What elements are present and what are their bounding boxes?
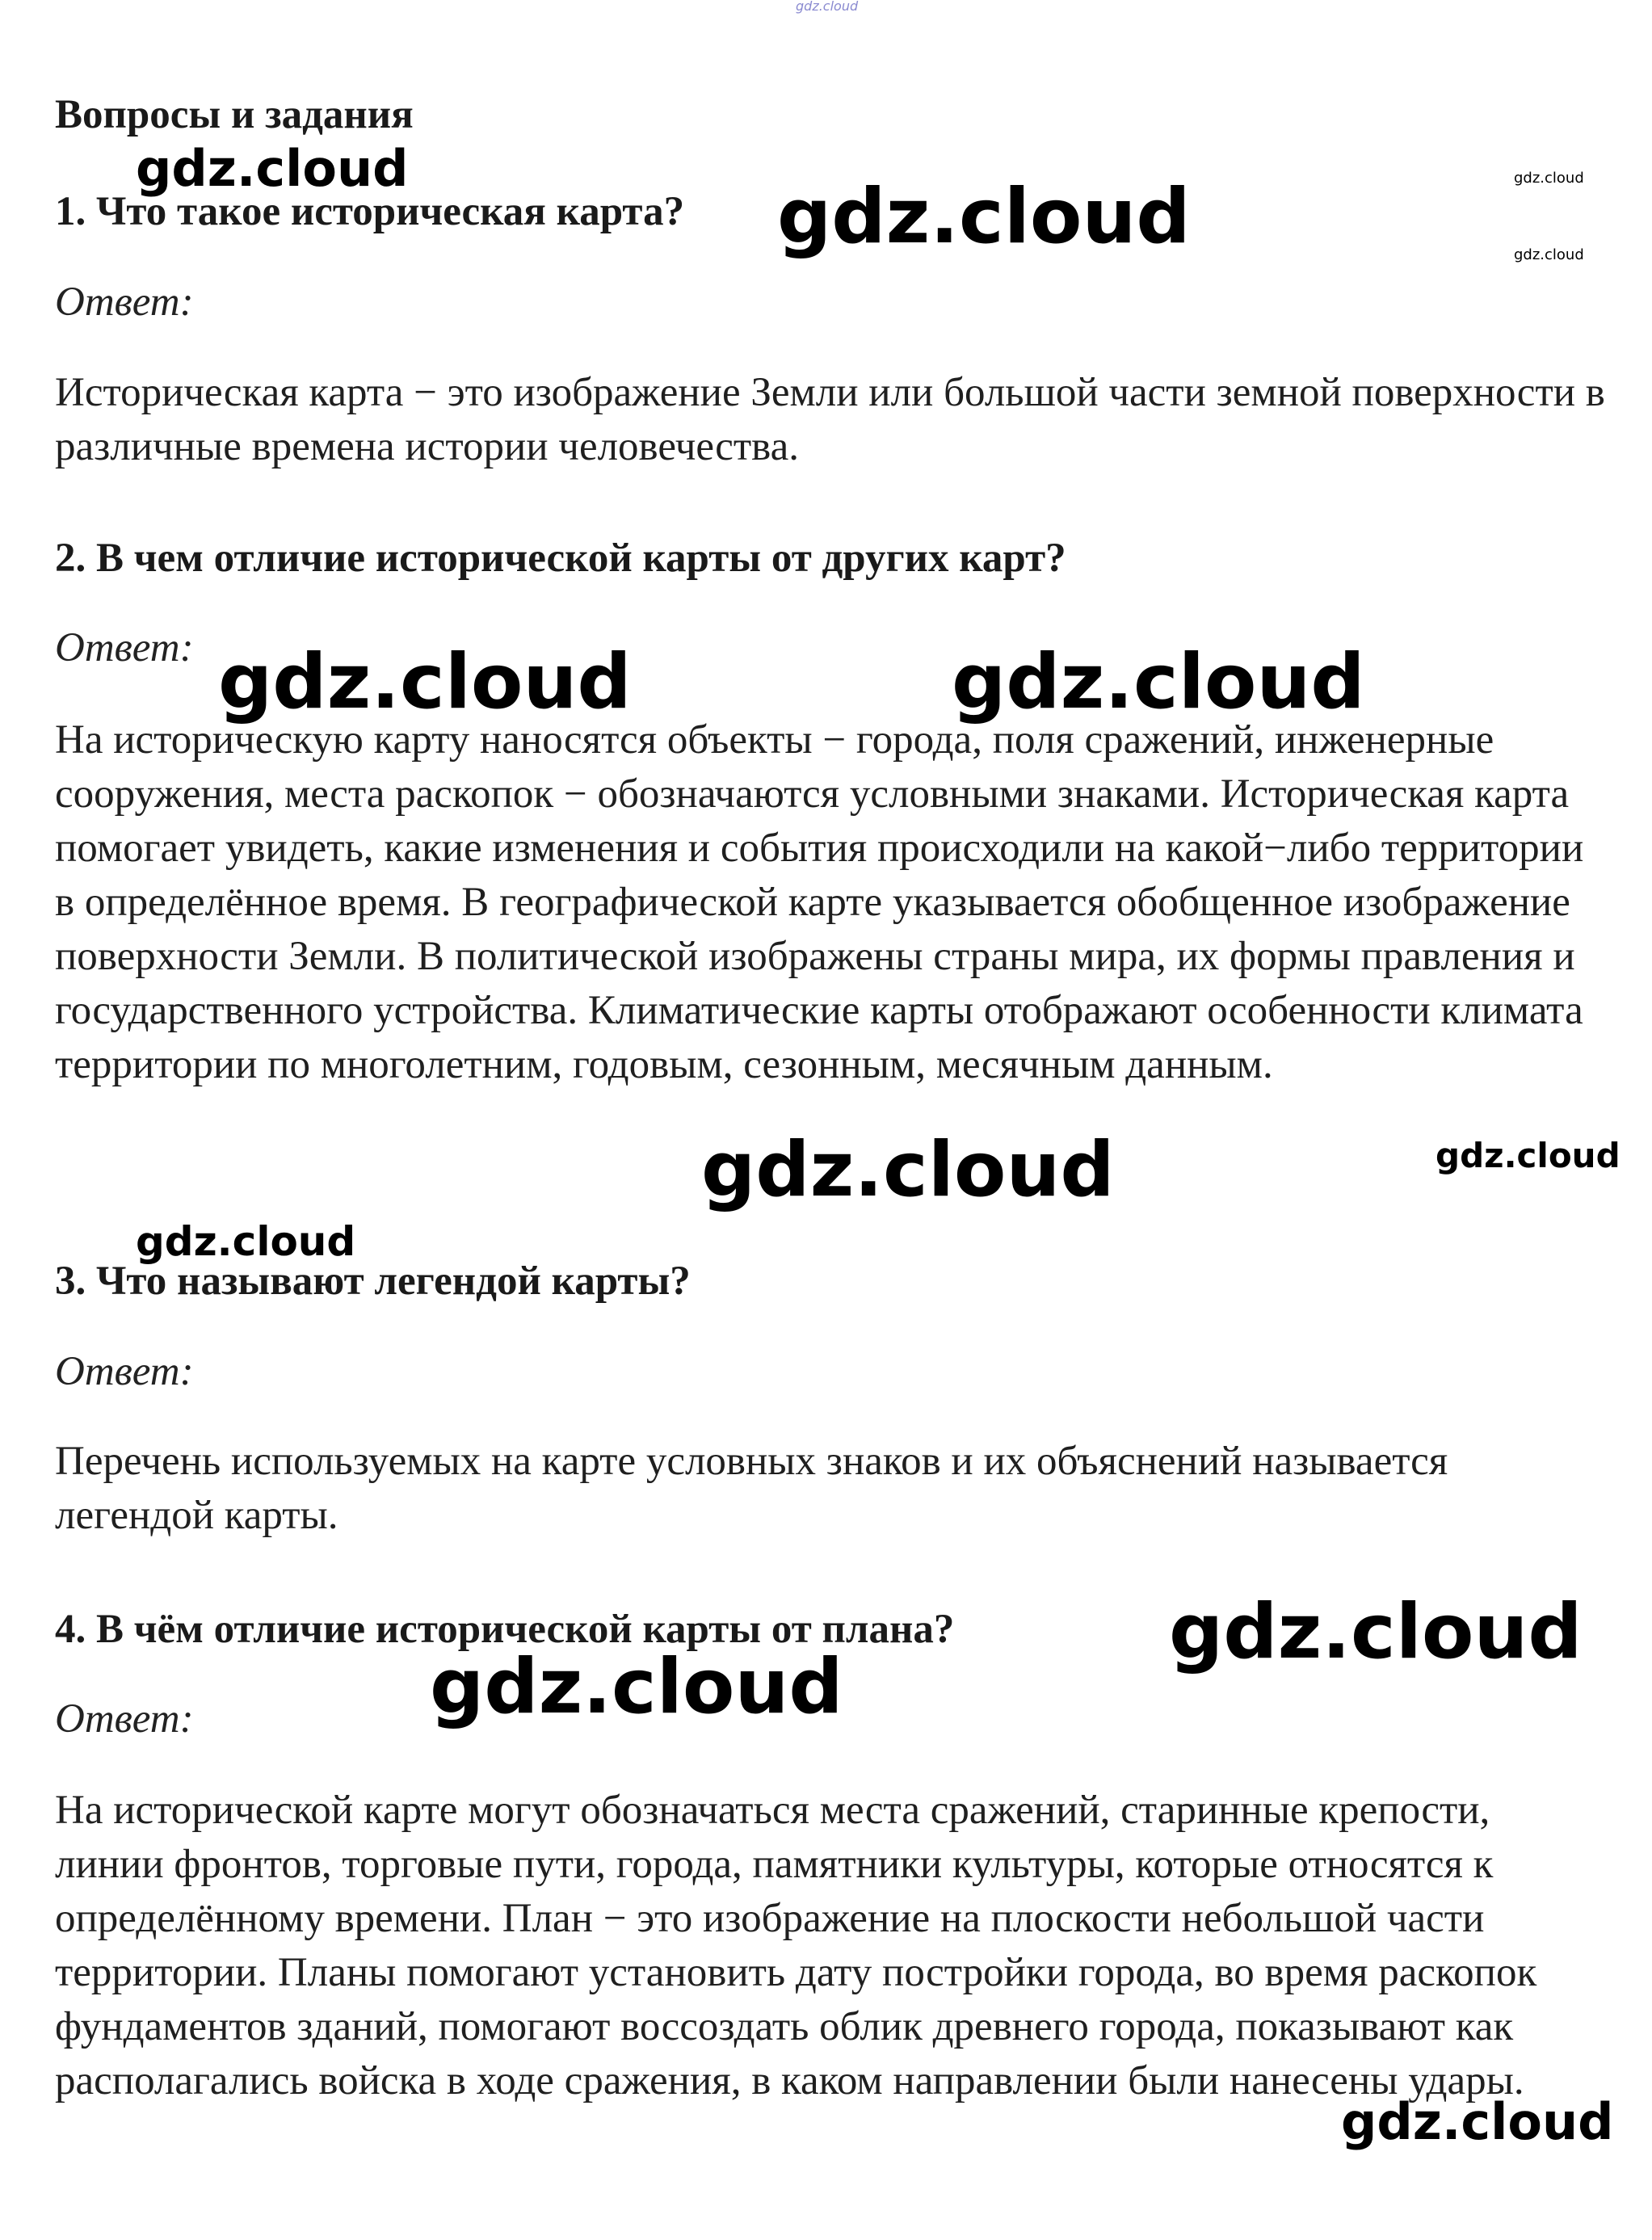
watermark-11: gdz.cloud	[430, 1643, 843, 1731]
answer-label-2: Ответ:	[55, 625, 194, 670]
watermark-9: gdz.cloud	[136, 1218, 356, 1265]
watermark-10: gdz.cloud	[1169, 1588, 1583, 1676]
answer-label-3: Ответ:	[55, 1349, 194, 1394]
watermark-12: gdz.cloud	[1341, 2092, 1614, 2151]
watermark-4: gdz.cloud	[1514, 246, 1584, 263]
answer-text-3: Перечень используемых на карте условных знаков и их объяснений называется легендой карты.	[55, 1439, 1448, 1538]
watermark-top: gdz.cloud	[796, 0, 859, 14]
answer-text-4: На исторической карте могут обозначаться места сражений, старинные крепости, линии фронтов, торговые пути, города, памятники культуры, которые относятся к определённому времени. План − это изображение на плоскости небольшой части территории. Планы помогают установить дату постройки города, во время раскопок фундаментов зданий, помогают воссоздать облик древнего города, показывают как располагались войска в ходе сражения, в каком направлении были нанесены удары.	[55, 1788, 1537, 2103]
watermark-3: gdz.cloud	[1514, 170, 1584, 187]
question-3: 3. Что называют легендой карты?	[55, 1259, 691, 1304]
page-title: Вопросы и задания	[55, 92, 414, 137]
watermark-7: gdz.cloud	[701, 1126, 1115, 1214]
answer-text-2: На историческую карту наносятся объекты − города, поля сражений, инженерные сооружения, места раскопок − обозначаются условными знаками. Историческая карта помогает увидеть, какие изменения и события происходили на какой−либо территории в определённое время. В географической карте указывается обобщенное изображение поверхности Земли. В политической изображены страны мира, их формы правления и государственного устройства. Климатические карты отображают особенности климата территории по многолетним, годовым, сезонным, месячным данным.	[55, 717, 1584, 1087]
watermark-2: gdz.cloud	[777, 173, 1191, 261]
watermark-5: gdz.cloud	[218, 638, 632, 726]
watermark-8: gdz.cloud	[1436, 1136, 1620, 1175]
question-4: 4. В чём отличие исторической карты от плана?	[55, 1607, 955, 1652]
watermark-1: gdz.cloud	[136, 139, 409, 198]
question-2: 2. В чем отличие исторической карты от других карт?	[55, 536, 1066, 581]
answer-text-1: Историческая карта − это изображение Земли или большой части земной поверхности в различные времена истории человечества.	[55, 370, 1605, 469]
watermark-6: gdz.cloud	[952, 638, 1365, 726]
answer-label-1: Ответ:	[55, 279, 194, 325]
answer-label-4: Ответ:	[55, 1696, 194, 1742]
question-1: 1. Что такое историческая карта?	[55, 189, 685, 234]
